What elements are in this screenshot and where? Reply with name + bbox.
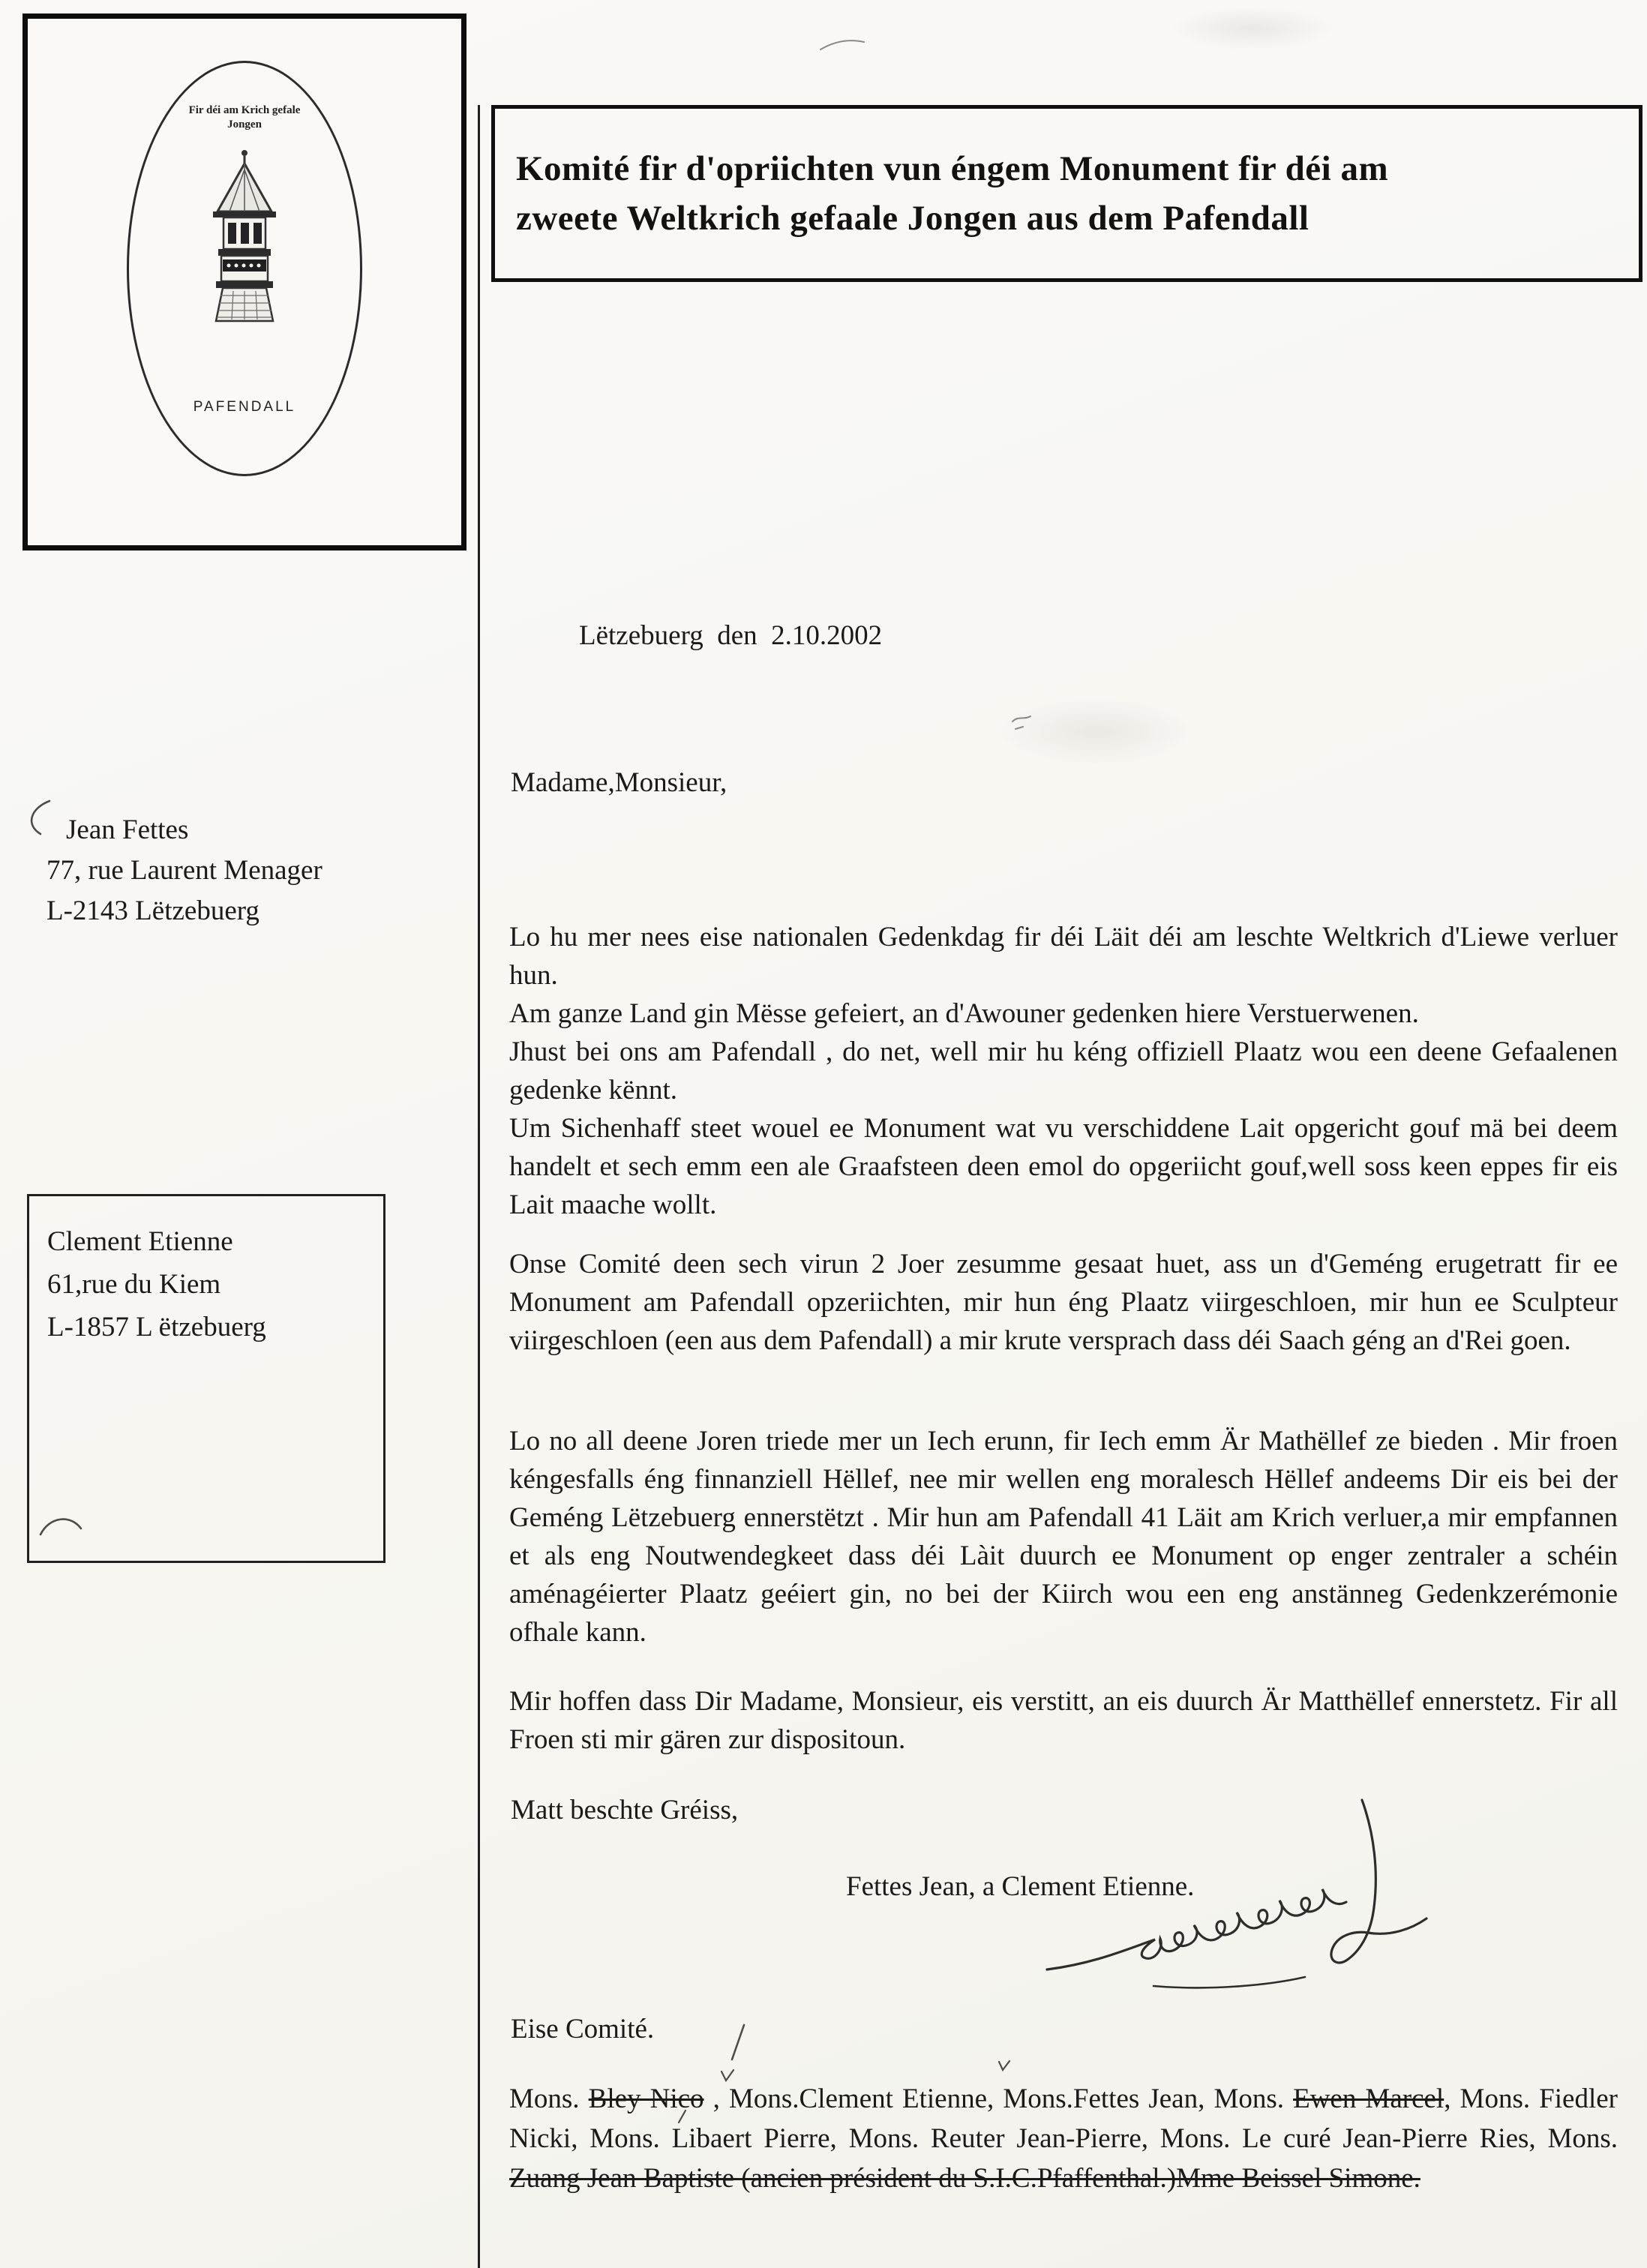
second-sender-street: 61,rue du Kiem xyxy=(47,1269,221,1300)
member-segment-struck: Ewen Marcel xyxy=(1293,2084,1444,2114)
pen-mark-tick xyxy=(720,2068,736,2084)
title-line-1: Komité fir d'opriichten vun éngem Monument fir déi am xyxy=(516,149,1389,188)
committee-heading: Eise Comité. xyxy=(511,2014,655,2044)
paragraph-1 xyxy=(509,918,1618,1224)
pen-mark-tick xyxy=(998,2060,1012,2073)
second-sender-name: Clement Etienne xyxy=(47,1226,233,1257)
title-line-2: zweete Weltkrich gefaale Jongen aus dem Pafendall xyxy=(516,199,1310,238)
member-segment-struck: Bley Nico xyxy=(588,2084,704,2114)
signature-names: Fettes Jean, a Clement Etienne. xyxy=(846,1871,1195,1902)
pen-mark-arc xyxy=(21,796,56,838)
vertical-divider xyxy=(478,105,480,2268)
scan-smudge xyxy=(1170,6,1335,51)
sender-name: Jean Fettes xyxy=(66,814,189,845)
member-segment: Mons. xyxy=(509,2084,589,2114)
sender-city: L-2143 Lëtzebuerg xyxy=(46,896,260,926)
handwritten-signature xyxy=(1041,1790,1431,2000)
paragraph-1-sentence: Am ganze Land gin Mësse gefeiert, an d'Awouner gedenken hiere Verstuerwenen. xyxy=(509,998,1419,1029)
committee-members xyxy=(509,2079,1618,2198)
pen-mark-tick xyxy=(676,2109,688,2126)
paragraph-1-sentence: Um Sichenhaff steet wouel ee Monument wat vu verschiddene Lait opgericht gouf mä bei deem handelt et sech emm een ale Graafsteen deen emol do opgeriicht gouf,well soss keen eppes fir eis Lait maache wollt. xyxy=(509,1113,1618,1220)
paragraph-1-sentence: Jhust bei ons am Pafendall , do net, well mir hu kéng offiziell Plaatz wou een deene Gefaalenen gedenke kënnt. xyxy=(509,1036,1618,1106)
paragraph-3: Lo no all deene Joren triede mer un Iech erunn, fir Iech emm Är Mathëllef ze bieden . Mir froen kéngesfalls éng finnanziell Hëllef, nee mir wellen eng moralesch Hëllef andeems Dir eis bei der Geméng Lëtzebuerg ennerstëtzt . Mir hun am Pafendall 41 Läit am Krich verluer,a mir empfannen et als eng Noutwendegkeet dass déi Làit duurch ee Monument op enger zentraler a schéin aménagéierter Plaatz geéiert gin, no bei der Kiirch wou een eng anstänneg Gedenkzerémonie ofhale kann. xyxy=(509,1426,1618,1648)
logo-oval xyxy=(127,61,362,476)
logo-motto-line2: Jongen xyxy=(227,118,262,130)
paragraph-1-sentence: Lo hu mer nees eise nationalen Gedenkdag fir déi Läit déi am leschte Weltkrich d'Liewe verluer hun. xyxy=(509,922,1618,991)
logo-caption: PAFENDALL xyxy=(193,399,296,415)
second-sender-city: L-1857 L ëtzebuerg xyxy=(47,1312,266,1342)
sender-street: 77, rue Laurent Menager xyxy=(46,855,322,886)
committee-logo-box xyxy=(22,14,466,550)
logo-motto xyxy=(129,104,360,132)
member-segment-struck: Zuang Jean Baptiste (ancien président du S.I.C.Pfaffenthal.)Mme Beissel Simone. xyxy=(509,2163,1420,2194)
second-sender-box xyxy=(27,1194,386,1563)
pen-mark-slash xyxy=(729,2024,747,2062)
letter-title-box xyxy=(491,105,1642,282)
tower-icon xyxy=(188,147,301,342)
pen-mark-dash xyxy=(819,34,867,54)
member-segment: , Mons.Clement Etienne, Mons.Fettes Jean, Mons. xyxy=(704,2084,1294,2114)
closing-salutation: Matt beschte Gréiss, xyxy=(511,1795,739,1826)
paragraph-2: Onse Comité deen sech virun 2 Joer zesumme gesaat huet, ass un d'Geméng erugetratt fir ee Monument am Pafendall opzeriichten, mir hun éng Plaatz viirgeschloen, mir hun ee Sculpteur viirgeschloen (een aus dem Pafendall) a mir krute versprach dass déi Saach géng an d'Rei goen. xyxy=(509,1249,1618,1356)
paragraph-4: Mir hoffen dass Dir Madame, Monsieur, eis verstitt, an eis duurch Är Matthëllef ennerstetz. Fir all Froen sti mir gären zur dispositoun. xyxy=(509,1686,1618,1755)
salutation: Madame,Monsieur, xyxy=(511,767,728,798)
pen-mark-squiggle xyxy=(1011,712,1047,734)
sender-address xyxy=(46,810,322,932)
pen-mark-arc xyxy=(38,1510,86,1540)
date-line: Lëtzebuerg den 2.10.2002 xyxy=(579,620,883,651)
logo-motto-line1: Fir déi am Krich gefale xyxy=(188,104,301,116)
member-segment: , Mons. Fiedler Nicki, Mons. Libaert Pierre, Mons. Reuter Jean-Pierre, Mons. Le curé Jean-Pierre Ries, Mons. xyxy=(509,2084,1618,2154)
